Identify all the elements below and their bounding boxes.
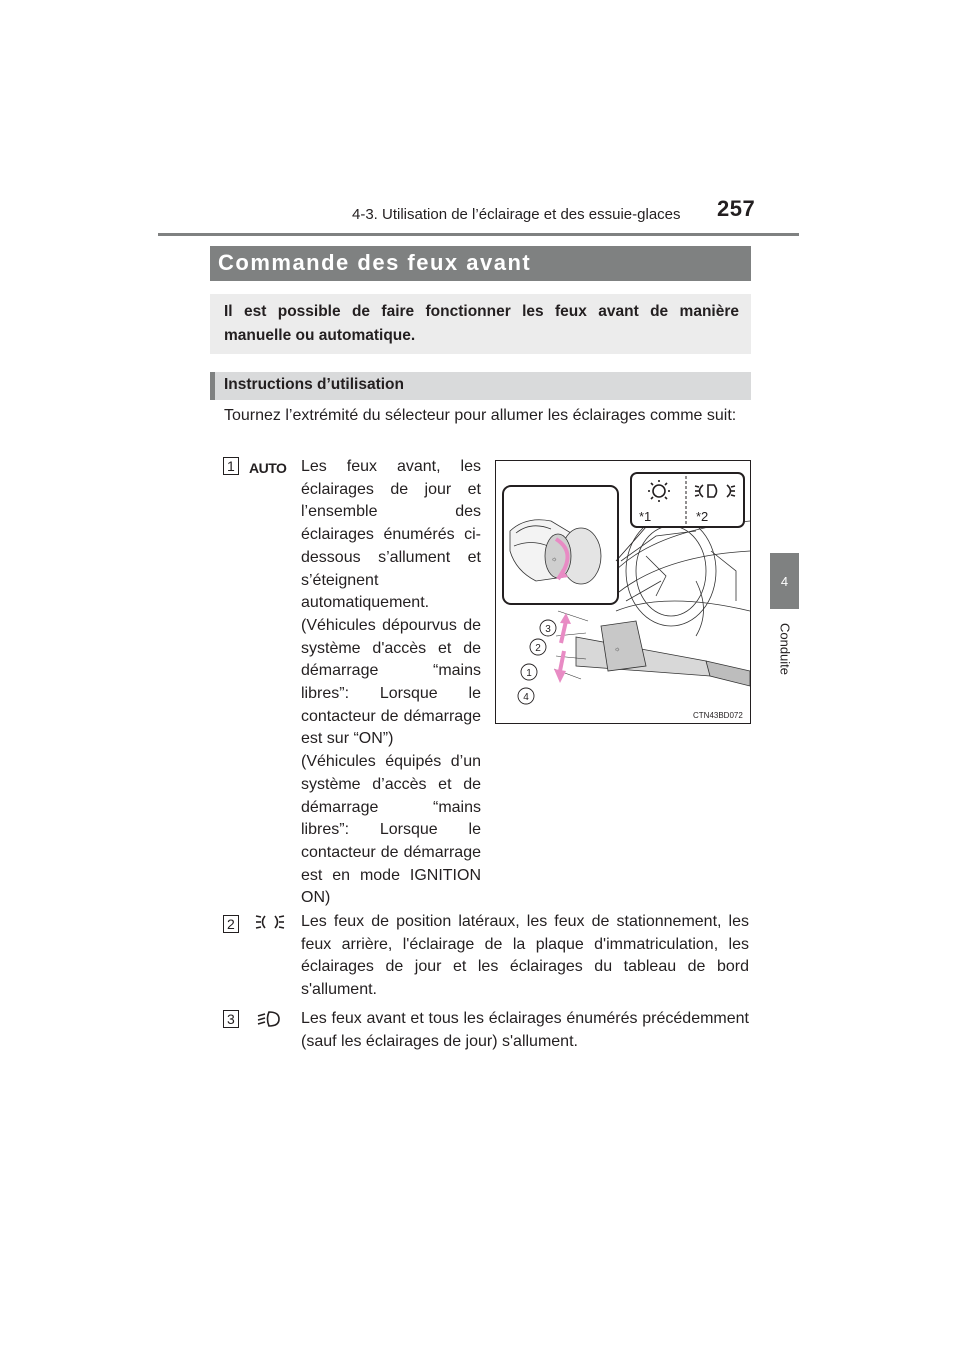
svg-text:☼: ☼ — [614, 646, 621, 653]
chapter-tab-label-box — [765, 614, 805, 684]
running-header-section: 4-3. Utilisation de l’éclairage et des essuie-glaces — [352, 206, 681, 223]
icon-callout — [616, 473, 744, 561]
star-2-label: *2 — [696, 509, 709, 524]
page-number: 257 — [717, 196, 756, 221]
headlight-switch-figure — [495, 460, 751, 724]
chapter-tab[interactable] — [770, 553, 799, 609]
auto-icon: AUTO — [249, 460, 287, 476]
item-1-text — [301, 456, 481, 910]
figure-marker-3: 3 — [545, 624, 551, 635]
figure-marker-2: 2 — [535, 643, 541, 654]
item-1-number-label: 1 — [223, 457, 239, 475]
item-1-description: Les feux avant, les éclairages de jour et l’ensemble des éclairages énumérés ci-dessous s’allument et s’éteignent automatiquement. — [301, 458, 481, 612]
parking-lights-icon — [254, 912, 286, 937]
lever-stalk — [554, 611, 750, 686]
headlights-icon — [255, 1009, 283, 1034]
item-3-number — [223, 1011, 239, 1028]
headlight-switch-illustration — [496, 461, 750, 723]
chapter-tab-number: 4 — [780, 573, 789, 589]
item-3-number-label: 3 — [223, 1010, 239, 1028]
item-2-number — [223, 916, 239, 933]
subheading: Instructions d’utilisation — [224, 376, 404, 393]
figure-marker-4: 4 — [523, 692, 529, 703]
page-title: Commande des feux avant — [218, 250, 532, 275]
item-1-number — [223, 458, 239, 475]
figure-marker-1: 1 — [526, 668, 532, 679]
svg-text:☼: ☼ — [551, 556, 558, 563]
item-1-note-2: (Véhicules équipés d’un système d’accès et de démarrage “mains libres”: Lorsque le contacteur de démarrage est en mode IGNITION ON) — [301, 753, 481, 907]
zoom-inset — [503, 486, 618, 604]
item-1-note-1: (Véhicules dépourvus de système d'accès et de démarrage “mains libres”: Lorsque le contacteur de démarrage est sur “ON”) — [301, 616, 481, 748]
chapter-tab-label: Conduite — [777, 622, 793, 676]
header-rule — [158, 233, 799, 236]
headlights-icon-svg — [255, 1009, 283, 1029]
intro-text: Il est possible de faire fonctionner les feux avant de manière manuelle ou automatique. — [224, 303, 739, 344]
subheading-accent — [210, 372, 215, 400]
item-3-text: Les feux avant et tous les éclairages énumérés précédemment (sauf les éclairages de jour) s'allument. — [301, 1010, 749, 1050]
figure-code: CTN43BD072 — [693, 711, 743, 720]
star-1-label: *1 — [639, 509, 652, 524]
item-2-number-label: 2 — [223, 915, 239, 933]
item-2-text: Les feux de position latéraux, les feux de stationnement, les feux arrière, l'éclairage de la plaque d'immatriculation, les éclairages de jour et les éclairages du tableau de bord s'allument. — [301, 913, 749, 999]
parking-lights-icon-svg — [254, 912, 286, 932]
instruction-paragraph: Tournez l’extrémité du sélecteur pour allumer les éclairages comme suit: — [224, 407, 737, 424]
